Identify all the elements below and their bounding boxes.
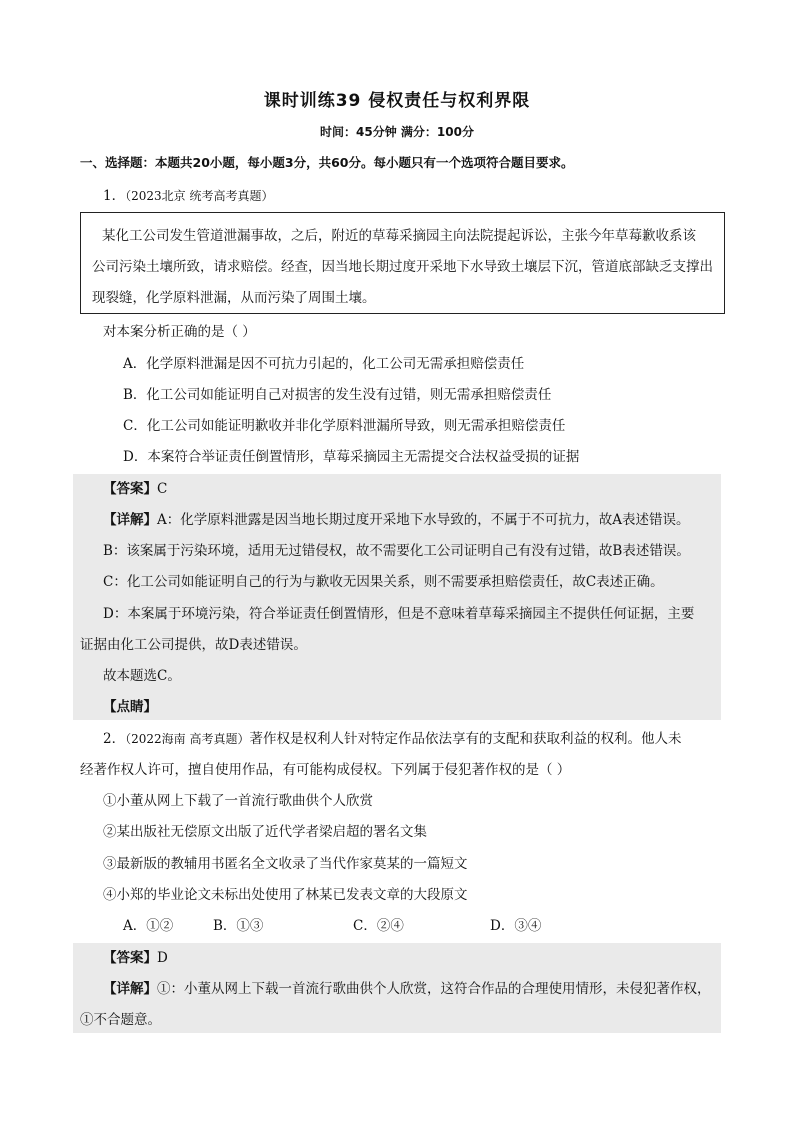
option-b: B．化工公司如能证明自己对损害的发生没有过错，则无需承担赔偿责任 <box>123 387 552 403</box>
material-box <box>80 212 725 314</box>
detail-line <box>103 511 690 529</box>
choice-d: D．③④ <box>490 918 542 934</box>
statement-1: ①小董从网上下载了一首流行歌曲供个人欣赏 <box>103 793 373 809</box>
choice-a: A．①② <box>123 918 174 934</box>
question-stem: 著作权是权利人针对特定作品依法享有的支配和获取利益的权利。他人未 <box>249 731 682 747</box>
question-number: 1． <box>103 188 126 204</box>
detail-line: B：该案属于污染环境，适用无过错侵权，故不需要化工公司证明自己有没有过错，故B表述错误。 <box>103 543 690 559</box>
question-source: （2023北京 统考高考真题） <box>125 189 274 203</box>
question-1-header <box>103 187 273 205</box>
answer-label: 【答案】 <box>103 950 157 966</box>
question-2-header <box>103 730 681 748</box>
detail-line: ①不合题意。 <box>80 1012 161 1028</box>
answer-value: D <box>157 950 168 966</box>
answer-line <box>103 949 168 967</box>
material-line: 现裂缝，化学原料泄漏，从而污染了周围土壤。 <box>92 290 376 306</box>
detail-line <box>103 980 711 998</box>
option-d: D．本案符合举证责任倒置情形，草莓采摘园主无需提交合法权益受损的证据 <box>123 449 580 465</box>
section-heading: 一、选择题：本题共20小题，每小题3分，共60分。每小题只有一个选项符合题目要求。 <box>80 155 574 170</box>
detail-line: 证据由化工公司提供，故D表述错误。 <box>80 637 307 653</box>
detail-line: 故本题选C。 <box>103 668 181 684</box>
choice-c: C．②④ <box>353 918 404 934</box>
question-stem: 对本案分析正确的是（ ） <box>103 324 256 340</box>
answer-label: 【答案】 <box>103 481 157 497</box>
statement-2: ②某出版社无偿原文出版了近代学者梁启超的署名文集 <box>103 824 427 840</box>
question-source: （2022海南 高考真题） <box>125 732 250 746</box>
detail-label: 【详解】 <box>103 981 157 997</box>
time-info: 时间：45分钟 满分：100分 <box>320 125 474 139</box>
option-a: A．化学原料泄漏是因不可抗力引起的，化工公司无需承担赔偿责任 <box>123 356 525 372</box>
statement-4: ④小郑的毕业论文未标出处使用了林某已发表文章的大段原文 <box>103 887 468 903</box>
note-label: 【点睛】 <box>103 699 157 715</box>
material-line: 某化工公司发生管道泄漏事故，之后，附近的草莓采摘园主向法院提起诉讼，主张今年草莓歉收系该 <box>102 228 696 244</box>
detail-label: 【详解】 <box>103 512 157 528</box>
question-number: 2． <box>103 731 126 747</box>
detail-line: C：化工公司如能证明自己的行为与歉收无因果关系，则不需要承担赔偿责任，故C表述正确。 <box>103 574 664 590</box>
page-title: 课时训练39 侵权责任与权利界限 <box>263 91 531 111</box>
choice-b: B．①③ <box>213 918 264 934</box>
answer-value: C <box>157 481 168 497</box>
answer-line <box>103 480 167 498</box>
question-stem: 经著作权人许可，擅自使用作品，有可能构成侵权。下列属于侵犯著作权的是（ ） <box>80 762 571 778</box>
statement-3: ③最新版的教辅用书匿名全文收录了当代作家莫某的一篇短文 <box>103 856 468 872</box>
material-line: 公司污染土壤所致，请求赔偿。经查，因当地长期过度开采地下水导致土壤层下沉，管道底部缺乏支撑出 <box>92 259 713 275</box>
detail-text: A：化学原料泄露是因当地长期过度开采地下水导致的，不属于不可抗力，故A表述错误。 <box>157 512 690 528</box>
option-c: C．化工公司如能证明歉收并非化学原料泄漏所导致，则无需承担赔偿责任 <box>123 418 566 434</box>
detail-line: D：本案属于环境污染，符合举证责任倒置情形，但是不意味着草莓采摘园主不提供任何证据，主要 <box>103 606 695 622</box>
detail-text: ①：小董从网上下载一首流行歌曲供个人欣赏，这符合作品的合理使用情形，未侵犯著作权， <box>157 981 711 997</box>
